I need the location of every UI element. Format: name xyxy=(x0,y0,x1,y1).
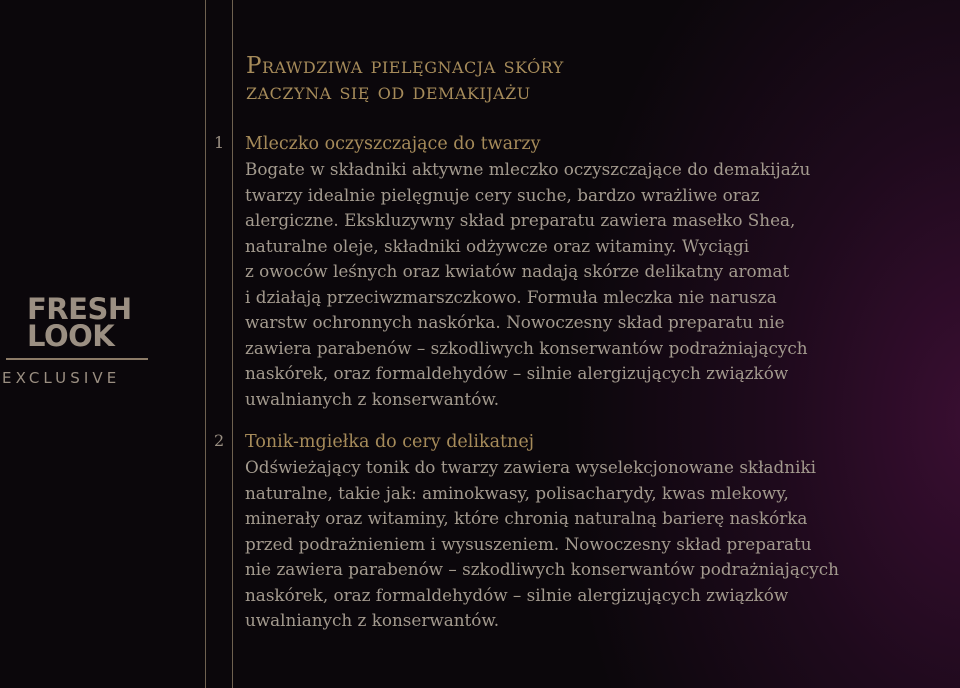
page-title-line-2: zaczyna się od demakijażu xyxy=(246,79,531,105)
item-number: 1 xyxy=(214,133,225,152)
vertical-rule-left xyxy=(205,0,206,688)
description-line: i działają przeciwzmarszczkowo. Formuła mleczka nie narusza xyxy=(245,286,777,307)
logo-word-exclusive: EXCLUSIVE xyxy=(2,369,121,387)
description-line: naturalne oleje, składniki odżywcze oraz witaminy. Wyciągi xyxy=(245,235,750,256)
item-content xyxy=(245,430,960,634)
description-line: Bogate w składniki aktywne mleczko oczyszczające do demakijażu xyxy=(245,159,811,179)
description-line: alergiczne. Ekskluzywny skład preparatu zawiera masełko Shea, xyxy=(245,210,796,230)
description-line: nie zawiera parabenów – szkodliwych konserwantów podrażniających xyxy=(245,559,839,579)
description-line: warstw ochronnych naskórka. Nowoczesny skład preparatu nie xyxy=(245,312,785,332)
item-heading: Tonik-mgiełka do cery delikatnej xyxy=(245,432,535,452)
description-line: naskórek, oraz formaldehydów – silnie alergizujących związków xyxy=(245,584,789,605)
page-title xyxy=(246,53,564,105)
description-line: minerały oraz witaminy, które chronią naturalną barierę naskórka xyxy=(245,508,808,528)
fresh-look-logo xyxy=(0,292,160,387)
page-title-line-1: Prawdziwa pielęgnacja skóry xyxy=(246,53,564,79)
description-line: przed podrażnieniem i wysuszeniem. Nowoczesny skład preparatu xyxy=(245,533,812,554)
description-line: uwalnianych z konserwantów. xyxy=(245,610,500,630)
description-line: naskórek, oraz formaldehydów – silnie alergizujących związków xyxy=(245,363,789,383)
description-line: zawiera parabenów – szkodliwych konserwantów podrażniających xyxy=(245,337,808,358)
description-line: z owoców leśnych oraz kwiatów nadają skórze delikatny aromat xyxy=(245,261,790,281)
description-line: twarzy idealnie pielęgnuje cery suche, bardzo wrażliwe oraz xyxy=(245,184,760,205)
item-heading: Mleczko oczyszczające do twarzy xyxy=(245,134,541,154)
item-number: 2 xyxy=(214,431,225,450)
item-content xyxy=(245,132,960,412)
logo-word-look: LOOK xyxy=(27,319,115,353)
description-line: Odświeżający tonik do twarzy zawiera wyselekcjonowane składniki xyxy=(245,457,816,477)
logo-rule xyxy=(6,358,148,360)
vertical-rule-right xyxy=(232,0,233,688)
description-line: uwalnianych z konserwantów. xyxy=(245,388,500,409)
logo-word-fresh: FRESH xyxy=(27,292,132,326)
description-line: naturalne, takie jak: aminokwasy, polisacharydy, kwas mlekowy, xyxy=(245,482,789,503)
